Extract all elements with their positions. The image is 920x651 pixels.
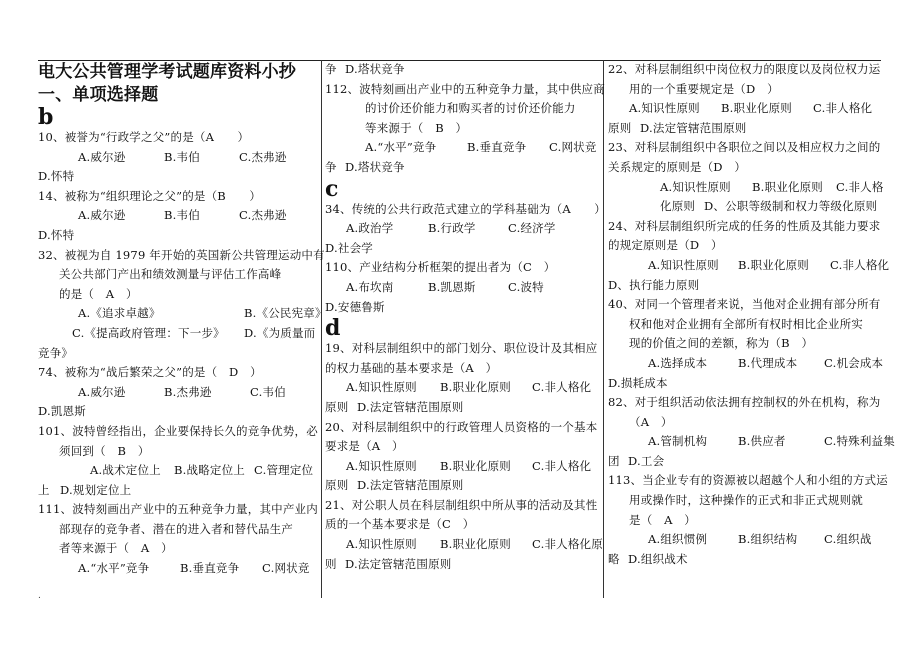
- option-c: C.网状竞: [262, 561, 310, 576]
- question-112-line3: 等来源于（ B ）: [365, 120, 468, 135]
- question-23-wrap: [608, 197, 884, 217]
- option-c: C.韦伯: [250, 384, 286, 399]
- option-c: C.网状竞: [549, 140, 597, 155]
- question-111: 111、波特刻画出产业中的五种竞争力量，其中产业内: [38, 502, 318, 517]
- question-110-option-d: D.安德鲁斯: [325, 299, 385, 314]
- option-d: D.法定管辖范围原则: [640, 120, 747, 135]
- question-111-line2: 部现存的竞争者、潜在的进入者和替代品生产: [59, 521, 293, 536]
- option-c: C.非人格化: [532, 458, 592, 473]
- option-a: A.知识性原则: [660, 179, 731, 194]
- question-10: 10、被誉为“行政学之父”的是（A ）: [38, 130, 250, 144]
- option-c: C.管理定位: [254, 463, 314, 478]
- wrap-text: 原则: [608, 120, 632, 135]
- question-32-options-ab: [38, 304, 327, 324]
- option-b: B.职业化原则: [721, 101, 793, 116]
- option-c: C.非人格化: [830, 257, 890, 272]
- question-20-wrap: [325, 476, 601, 496]
- wrap-text: 争: [325, 159, 337, 174]
- option-c: C.杰弗逊: [239, 208, 287, 223]
- option-a: A.管制机构: [648, 434, 708, 449]
- question-14: 14、被称为“组织理论之父”的是（B ）: [38, 188, 262, 203]
- question-34: 34、传统的公共行政范式建立的学科基础为（A ）: [325, 201, 606, 216]
- question-112-options: [325, 138, 601, 158]
- option-a: A.知识性原则: [346, 537, 417, 552]
- letter-heading-d: d: [325, 315, 341, 342]
- option-c: C.非人格化原: [532, 537, 603, 552]
- option-d: D.法定管辖范围原则: [345, 556, 452, 571]
- option-d: D、公职等级制和权力等级化原则: [704, 199, 878, 214]
- question-19-options: [325, 378, 601, 398]
- option-d: D.塔状竞争: [345, 62, 405, 76]
- question-19: 19、对科层制组织中的部门划分、职位设计及其相应: [325, 341, 598, 356]
- question-112-wrap: [325, 158, 601, 178]
- option-a: A.威尔逊: [78, 384, 126, 399]
- question-22-line2: 用的一个重要规定是（D ）: [629, 81, 779, 96]
- option-d: D.规划定位上: [60, 482, 132, 497]
- option-c: C.经济学: [508, 221, 556, 236]
- question-24-option-d: D、执行能力原则: [608, 277, 700, 292]
- question-23-line2: 关系规定的原则是（D ）: [608, 159, 747, 174]
- option-b: B.职业化原则: [738, 257, 810, 272]
- question-23: 23、对科层制组织中各职位之间以及相应权力之间的: [608, 140, 881, 155]
- option-c: C.特殊利益集: [824, 434, 895, 449]
- question-19-wrap: [325, 398, 601, 418]
- question-111-options: [38, 559, 318, 579]
- question-19-line2: 的权力基础的基本要求是（A ）: [325, 360, 498, 375]
- option-c: C.《提高政府管理：下一步》: [72, 325, 225, 340]
- question-40-line3: 现的价值之间的差额，称为（B ）: [629, 336, 814, 351]
- question-113-line3: 是（ A ）: [629, 512, 697, 527]
- question-74-options: [38, 383, 318, 403]
- option-d: D.《为质量而: [244, 325, 316, 340]
- option-c: C.非人格化: [532, 380, 592, 395]
- question-32-line2: 关公共部门产出和绩效测量与评估工作高峰: [59, 267, 282, 282]
- option-c: C.机会成本: [824, 355, 884, 370]
- option-b: B.垂直竞争: [180, 561, 240, 576]
- question-40-options: [608, 354, 884, 374]
- option-c: C.波特: [508, 279, 544, 294]
- option-b: B.韦伯: [164, 149, 200, 164]
- question-113-options: [608, 530, 884, 550]
- option-a: A.战术定位上: [90, 463, 161, 478]
- option-a: A.知识性原则: [648, 257, 719, 272]
- column-2: [325, 60, 606, 574]
- option-b: B.杰弗逊: [164, 384, 212, 399]
- question-110-options: [325, 278, 601, 298]
- question-32: 32、被视为自 1979 年开始的英国新公共管理运动中有: [38, 247, 325, 262]
- wrap-text: 则: [325, 556, 337, 571]
- option-c: C.组织战: [824, 532, 872, 547]
- question-113-line2: 用或操作时，这种操作的正式和非正式规则就: [629, 493, 863, 508]
- question-40-option-d: D.损耗成本: [608, 375, 668, 390]
- question-24-options: [608, 256, 890, 276]
- question-112-line2: 的讨价还价能力和购买者的讨价还价能力: [365, 101, 576, 116]
- option-b: B.职业化原则: [440, 458, 512, 473]
- option-a: A.威尔逊: [78, 208, 126, 223]
- wrap-text: 化原则: [660, 199, 696, 214]
- option-b: B.凯恩斯: [428, 279, 476, 294]
- question-101-options: [38, 461, 318, 481]
- question-23-options: [608, 178, 884, 198]
- question-82-options: [608, 432, 895, 452]
- question-113: 113、当企业专有的资源被以超越个人和小组的方式运: [608, 473, 888, 488]
- option-c: C.非人格化: [813, 101, 873, 116]
- option-b: B.职业化原则: [440, 380, 512, 395]
- question-110: 110、产业结构分析框架的提出者为（C ）: [325, 260, 556, 275]
- question-40: 40、对同一个管理者来说，当他对企业拥有部分所有: [608, 297, 881, 312]
- question-101: 101、波特曾经指出，企业要保持长久的竞争优势，必: [38, 423, 318, 438]
- question-101-line2: 须回到（ B ）: [59, 443, 150, 458]
- option-a: A.选择成本: [648, 355, 708, 370]
- option-a: A.威尔逊: [78, 149, 126, 164]
- option-a: A.组织惯例: [648, 532, 708, 547]
- question-22-options: [608, 99, 884, 119]
- option-a: A.“水平”竞争: [365, 140, 437, 155]
- question-21-wrap: [325, 555, 601, 575]
- option-b: B.职业化原则: [752, 179, 824, 194]
- option-b: B.代理成本: [738, 355, 798, 370]
- column-divider-2: [603, 60, 604, 598]
- letter-heading-b: b: [38, 104, 54, 130]
- question-32-line3: 的是（ A ）: [59, 286, 138, 301]
- question-82-line2: （A ）: [629, 414, 673, 429]
- question-20-line2: 要求是（A ）: [325, 439, 404, 454]
- option-d: D.塔状竞争: [345, 159, 405, 174]
- option-c: C.非人格: [836, 179, 884, 194]
- question-111-continued: [325, 60, 601, 80]
- wrap-text: 上: [38, 482, 50, 497]
- question-10-option-d: D.怀特: [38, 169, 75, 184]
- option-b: B.组织结构: [738, 532, 798, 547]
- question-32-wrap: 竞争》: [38, 345, 74, 360]
- wrap-text: 原则: [325, 399, 349, 414]
- column-3: [608, 60, 895, 569]
- question-101-wrap: [38, 481, 318, 501]
- option-d: D.法定管辖范围原则: [357, 399, 464, 414]
- option-a: A.“水平”竞争: [78, 561, 150, 576]
- option-b: B.供应者: [738, 434, 786, 449]
- letter-heading-c: c: [325, 175, 339, 202]
- section-heading: 一、单项选择题: [38, 85, 159, 105]
- question-14-options: [38, 206, 318, 226]
- question-113-wrap: [608, 550, 884, 570]
- option-d: D.法定管辖范围原则: [357, 478, 464, 493]
- question-32-options-cd: [38, 324, 318, 344]
- question-34-options: [325, 219, 601, 239]
- option-b: B.职业化原则: [440, 537, 512, 552]
- question-21: 21、对公职人员在科层制组织中所从事的活动及其性: [325, 497, 598, 512]
- option-b: B.行政学: [428, 221, 476, 236]
- option-b: B.战略定位上: [174, 463, 246, 478]
- option-b: B.韦伯: [164, 208, 200, 223]
- question-74-option-d: D.凯恩斯: [38, 404, 86, 419]
- question-82-wrap: [608, 452, 884, 472]
- option-b: B.《公民宪章》: [244, 306, 327, 321]
- option-a: A.《追求卓越》: [78, 306, 161, 321]
- option-a: A.知识性原则: [346, 380, 417, 395]
- column-1: [38, 60, 327, 579]
- question-20-options: [325, 457, 601, 477]
- wrap-text: 原则: [325, 478, 349, 493]
- footer-dot: .: [38, 591, 41, 601]
- column-divider-1: [321, 60, 322, 598]
- question-21-options: [325, 535, 601, 555]
- question-24-line2: 的规定原则是（D ）: [608, 238, 723, 253]
- question-10-options: [38, 148, 318, 168]
- question-20: 20、对科层制组织中的行政管理人员资格的一个基本: [325, 419, 598, 434]
- option-a: A.知识性原则: [346, 458, 417, 473]
- wrap-text: 略: [608, 551, 620, 566]
- wrap-text: 团: [608, 453, 620, 468]
- question-40-line2: 权和他对企业拥有全部所有权时相比企业所实: [629, 316, 863, 331]
- question-82: 82、对于组织活动依法拥有控制权的外在机构，称为: [608, 395, 881, 410]
- question-14-option-d: D.怀特: [38, 227, 75, 242]
- option-c: C.杰弗逊: [239, 149, 287, 164]
- option-d: D.组织战术: [628, 551, 688, 566]
- question-74: 74、被称为“战后繁荣之父”的是（ D ）: [38, 365, 262, 380]
- question-22: 22、对科层制组织中岗位权力的限度以及岗位权力运: [608, 62, 881, 76]
- question-22-wrap: [608, 119, 884, 139]
- question-21-line2: 质的一个基本要求是（C ）: [325, 517, 475, 532]
- question-111-line3: 者等来源于（ A ）: [59, 541, 173, 556]
- wrap-text: 争: [325, 62, 337, 76]
- option-a: A.知识性原则: [629, 101, 700, 116]
- option-a: A.政治学: [346, 221, 394, 236]
- option-d: D.工会: [628, 453, 665, 468]
- option-b: B.垂直竞争: [467, 140, 527, 155]
- question-24: 24、对科层制组织所完成的任务的性质及其能力要求: [608, 218, 881, 233]
- document-title: 电大公共管理学考试题库资料小抄: [38, 62, 296, 82]
- question-112: 112、波特刻画出产业中的五种竞争力量，其中供应商: [325, 81, 605, 96]
- option-a: A.布坎南: [346, 279, 394, 294]
- question-34-option-d: D.社会学: [325, 240, 373, 255]
